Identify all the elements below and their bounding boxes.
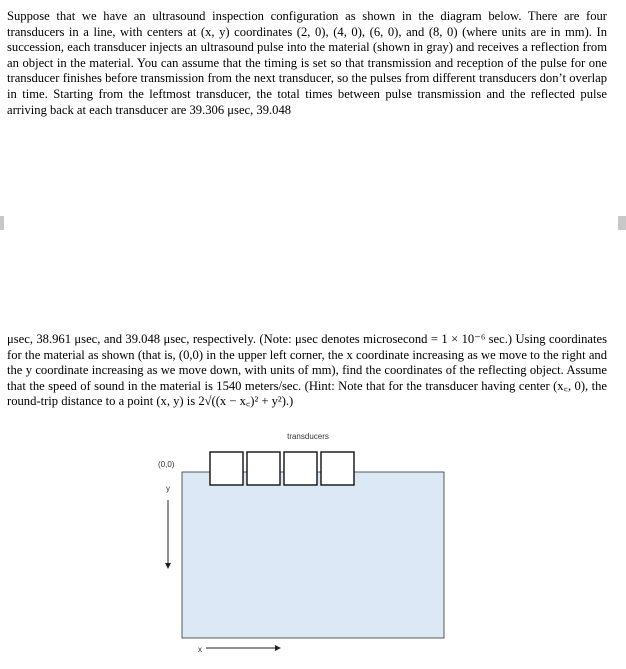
transducer-box-2 — [247, 452, 280, 485]
problem-paragraph-1 — [7, 9, 607, 118]
right-edge-marker — [618, 216, 626, 230]
origin-label: (0,0) — [158, 460, 175, 469]
problem-text-2: μsec, 38.961 μsec, and 39.048 μsec, respectively. (Note: μsec denotes microsecond = 1 × 10⁻⁶ sec.) Using coordinates for the material as shown (that is, (0,0) in the upper left corner, the x coordinate increasing as we move to the right and the y coordinate increasing as we move down, with units of mm), find the coordinates of the reflecting object. Assume that the speed of sound in the material is 1540 meters/sec. (Hint: Note that for the transducer having center (x꜀, 0), the round-trip distance to a point (x, y) is 2√((x − x꜀)² + y²).) — [7, 332, 607, 409]
material-block — [182, 472, 444, 638]
transducer-box-4 — [321, 452, 354, 485]
transducer-box-1 — [210, 452, 243, 485]
x-axis-label: x — [198, 645, 202, 654]
transducer-box-3 — [284, 452, 317, 485]
problem-paragraph-2 — [7, 332, 607, 410]
left-edge-marker — [0, 216, 4, 230]
problem-text-1: Suppose that we have an ultrasound inspection configuration as shown in the diagram below. There are four transducers in a line, with centers at (x, y) coordinates (2, 0), (4, 0), (6, 0), and (8, 0) (where units are in mm). In succession, each transducer injects an ultrasound pulse into the material (shown in gray) and receives a reflection from an object in the material. You can assume that the timing is set so that transmission and reception of the pulse for one transducer finishes before transmission from the next transducer, so the pulses from different transducers don’t overlap in time. Starting from the leftmost transducer, the total times between pulse transmission and the reflected pulse arriving back at each transducer are 39.306 μsec, 39.048 — [7, 9, 607, 117]
ultrasound-diagram — [150, 428, 450, 664]
y-axis-label: y — [166, 484, 170, 493]
transducers-label: transducers — [287, 432, 329, 441]
